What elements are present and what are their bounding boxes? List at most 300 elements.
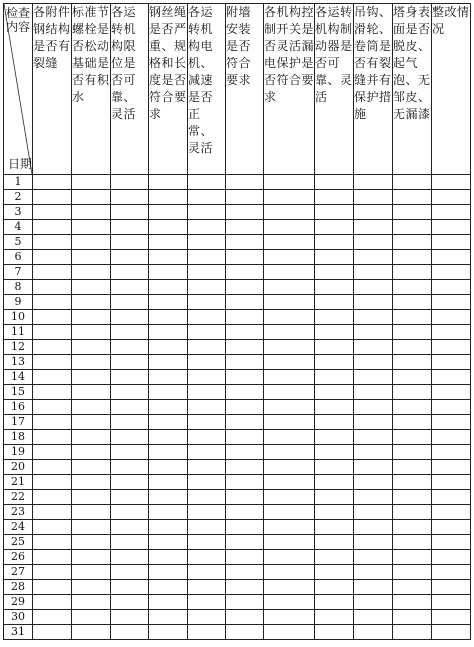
check-cell[interactable] [188, 400, 226, 415]
check-cell[interactable] [393, 625, 432, 640]
check-cell[interactable] [33, 595, 72, 610]
check-cell[interactable] [393, 250, 432, 265]
check-cell[interactable] [264, 400, 315, 415]
check-cell[interactable] [111, 340, 149, 355]
check-cell[interactable] [354, 340, 393, 355]
check-cell[interactable] [111, 595, 149, 610]
check-cell[interactable] [354, 490, 393, 505]
check-cell[interactable] [111, 460, 149, 475]
check-cell[interactable] [432, 205, 471, 220]
check-cell[interactable] [432, 325, 471, 340]
check-cell[interactable] [33, 460, 72, 475]
check-cell[interactable] [393, 490, 432, 505]
check-cell[interactable] [72, 430, 111, 445]
check-cell[interactable] [226, 505, 264, 520]
check-cell[interactable] [393, 175, 432, 190]
check-cell[interactable] [188, 595, 226, 610]
check-cell[interactable] [432, 460, 471, 475]
check-cell[interactable] [72, 550, 111, 565]
check-cell[interactable] [264, 415, 315, 430]
check-cell[interactable] [72, 445, 111, 460]
check-cell[interactable] [111, 550, 149, 565]
check-cell[interactable] [315, 190, 354, 205]
check-cell[interactable] [393, 265, 432, 280]
check-cell[interactable] [226, 580, 264, 595]
check-cell[interactable] [264, 505, 315, 520]
check-cell[interactable] [72, 340, 111, 355]
check-cell[interactable] [111, 295, 149, 310]
check-cell[interactable] [111, 310, 149, 325]
check-cell[interactable] [188, 520, 226, 535]
check-cell[interactable] [264, 445, 315, 460]
check-cell[interactable] [188, 535, 226, 550]
check-cell[interactable] [33, 415, 72, 430]
check-cell[interactable] [264, 190, 315, 205]
check-cell[interactable] [188, 175, 226, 190]
check-cell[interactable] [432, 610, 471, 625]
check-cell[interactable] [149, 340, 188, 355]
check-cell[interactable] [111, 175, 149, 190]
check-cell[interactable] [354, 280, 393, 295]
check-cell[interactable] [315, 580, 354, 595]
check-cell[interactable] [315, 625, 354, 640]
check-cell[interactable] [188, 205, 226, 220]
check-cell[interactable] [226, 190, 264, 205]
check-cell[interactable] [149, 355, 188, 370]
check-cell[interactable] [33, 370, 72, 385]
check-cell[interactable] [393, 520, 432, 535]
check-cell[interactable] [72, 175, 111, 190]
check-cell[interactable] [432, 520, 471, 535]
check-cell[interactable] [72, 400, 111, 415]
check-cell[interactable] [72, 535, 111, 550]
check-cell[interactable] [432, 595, 471, 610]
check-cell[interactable] [111, 580, 149, 595]
check-cell[interactable] [432, 220, 471, 235]
check-cell[interactable] [72, 385, 111, 400]
check-cell[interactable] [393, 400, 432, 415]
check-cell[interactable] [393, 235, 432, 250]
check-cell[interactable] [111, 205, 149, 220]
check-cell[interactable] [188, 340, 226, 355]
check-cell[interactable] [226, 235, 264, 250]
check-cell[interactable] [149, 310, 188, 325]
check-cell[interactable] [72, 520, 111, 535]
check-cell[interactable] [264, 250, 315, 265]
check-cell[interactable] [432, 295, 471, 310]
check-cell[interactable] [264, 565, 315, 580]
check-cell[interactable] [226, 340, 264, 355]
check-cell[interactable] [149, 580, 188, 595]
check-cell[interactable] [33, 580, 72, 595]
check-cell[interactable] [111, 400, 149, 415]
check-cell[interactable] [188, 580, 226, 595]
check-cell[interactable] [33, 220, 72, 235]
check-cell[interactable] [264, 580, 315, 595]
check-cell[interactable] [188, 370, 226, 385]
check-cell[interactable] [432, 565, 471, 580]
check-cell[interactable] [149, 235, 188, 250]
check-cell[interactable] [354, 565, 393, 580]
check-cell[interactable] [393, 550, 432, 565]
check-cell[interactable] [226, 460, 264, 475]
check-cell[interactable] [315, 400, 354, 415]
check-cell[interactable] [226, 250, 264, 265]
check-cell[interactable] [264, 430, 315, 445]
check-cell[interactable] [393, 340, 432, 355]
check-cell[interactable] [354, 610, 393, 625]
check-cell[interactable] [188, 625, 226, 640]
check-cell[interactable] [264, 340, 315, 355]
check-cell[interactable] [33, 610, 72, 625]
check-cell[interactable] [315, 310, 354, 325]
check-cell[interactable] [188, 295, 226, 310]
check-cell[interactable] [33, 445, 72, 460]
check-cell[interactable] [72, 295, 111, 310]
check-cell[interactable] [393, 565, 432, 580]
check-cell[interactable] [226, 475, 264, 490]
check-cell[interactable] [432, 175, 471, 190]
check-cell[interactable] [315, 415, 354, 430]
check-cell[interactable] [354, 430, 393, 445]
check-cell[interactable] [226, 610, 264, 625]
check-cell[interactable] [264, 460, 315, 475]
check-cell[interactable] [432, 625, 471, 640]
check-cell[interactable] [264, 520, 315, 535]
check-cell[interactable] [188, 280, 226, 295]
check-cell[interactable] [354, 355, 393, 370]
check-cell[interactable] [264, 595, 315, 610]
check-cell[interactable] [432, 580, 471, 595]
check-cell[interactable] [149, 190, 188, 205]
check-cell[interactable] [226, 445, 264, 460]
check-cell[interactable] [354, 505, 393, 520]
check-cell[interactable] [33, 340, 72, 355]
check-cell[interactable] [149, 220, 188, 235]
check-cell[interactable] [33, 400, 72, 415]
check-cell[interactable] [33, 625, 72, 640]
check-cell[interactable] [393, 415, 432, 430]
check-cell[interactable] [33, 490, 72, 505]
check-cell[interactable] [33, 520, 72, 535]
check-cell[interactable] [188, 610, 226, 625]
check-cell[interactable] [264, 310, 315, 325]
check-cell[interactable] [149, 625, 188, 640]
check-cell[interactable] [72, 265, 111, 280]
check-cell[interactable] [111, 490, 149, 505]
check-cell[interactable] [33, 565, 72, 580]
check-cell[interactable] [354, 235, 393, 250]
check-cell[interactable] [315, 355, 354, 370]
check-cell[interactable] [188, 430, 226, 445]
check-cell[interactable] [264, 325, 315, 340]
check-cell[interactable] [315, 475, 354, 490]
check-cell[interactable] [432, 415, 471, 430]
check-cell[interactable] [432, 475, 471, 490]
check-cell[interactable] [226, 220, 264, 235]
check-cell[interactable] [188, 355, 226, 370]
check-cell[interactable] [393, 220, 432, 235]
check-cell[interactable] [354, 370, 393, 385]
check-cell[interactable] [111, 625, 149, 640]
check-cell[interactable] [72, 490, 111, 505]
check-cell[interactable] [432, 445, 471, 460]
check-cell[interactable] [72, 625, 111, 640]
check-cell[interactable] [149, 445, 188, 460]
check-cell[interactable] [226, 370, 264, 385]
check-cell[interactable] [188, 385, 226, 400]
check-cell[interactable] [226, 280, 264, 295]
check-cell[interactable] [188, 220, 226, 235]
check-cell[interactable] [188, 415, 226, 430]
check-cell[interactable] [393, 445, 432, 460]
check-cell[interactable] [393, 190, 432, 205]
check-cell[interactable] [111, 505, 149, 520]
check-cell[interactable] [315, 520, 354, 535]
check-cell[interactable] [72, 595, 111, 610]
check-cell[interactable] [432, 430, 471, 445]
check-cell[interactable] [111, 445, 149, 460]
check-cell[interactable] [315, 220, 354, 235]
check-cell[interactable] [315, 490, 354, 505]
check-cell[interactable] [149, 595, 188, 610]
check-cell[interactable] [264, 475, 315, 490]
check-cell[interactable] [354, 265, 393, 280]
check-cell[interactable] [33, 475, 72, 490]
check-cell[interactable] [111, 325, 149, 340]
check-cell[interactable] [149, 175, 188, 190]
check-cell[interactable] [354, 175, 393, 190]
check-cell[interactable] [188, 475, 226, 490]
check-cell[interactable] [72, 310, 111, 325]
check-cell[interactable] [72, 250, 111, 265]
check-cell[interactable] [393, 460, 432, 475]
check-cell[interactable] [33, 550, 72, 565]
check-cell[interactable] [264, 220, 315, 235]
check-cell[interactable] [72, 220, 111, 235]
check-cell[interactable] [33, 505, 72, 520]
check-cell[interactable] [226, 205, 264, 220]
check-cell[interactable] [315, 325, 354, 340]
check-cell[interactable] [315, 295, 354, 310]
check-cell[interactable] [432, 535, 471, 550]
check-cell[interactable] [33, 325, 72, 340]
check-cell[interactable] [111, 190, 149, 205]
check-cell[interactable] [393, 505, 432, 520]
check-cell[interactable] [149, 415, 188, 430]
check-cell[interactable] [315, 565, 354, 580]
check-cell[interactable] [264, 280, 315, 295]
check-cell[interactable] [111, 565, 149, 580]
check-cell[interactable] [33, 250, 72, 265]
check-cell[interactable] [354, 550, 393, 565]
check-cell[interactable] [354, 295, 393, 310]
check-cell[interactable] [149, 520, 188, 535]
check-cell[interactable] [111, 475, 149, 490]
check-cell[interactable] [393, 280, 432, 295]
check-cell[interactable] [354, 190, 393, 205]
check-cell[interactable] [111, 280, 149, 295]
check-cell[interactable] [226, 415, 264, 430]
check-cell[interactable] [354, 520, 393, 535]
check-cell[interactable] [432, 190, 471, 205]
check-cell[interactable] [264, 550, 315, 565]
check-cell[interactable] [315, 430, 354, 445]
check-cell[interactable] [149, 505, 188, 520]
check-cell[interactable] [33, 235, 72, 250]
check-cell[interactable] [72, 235, 111, 250]
check-cell[interactable] [72, 370, 111, 385]
check-cell[interactable] [149, 490, 188, 505]
check-cell[interactable] [111, 385, 149, 400]
check-cell[interactable] [188, 460, 226, 475]
check-cell[interactable] [354, 460, 393, 475]
check-cell[interactable] [432, 490, 471, 505]
check-cell[interactable] [226, 355, 264, 370]
check-cell[interactable] [188, 190, 226, 205]
check-cell[interactable] [393, 370, 432, 385]
check-cell[interactable] [393, 430, 432, 445]
check-cell[interactable] [111, 415, 149, 430]
check-cell[interactable] [354, 535, 393, 550]
check-cell[interactable] [264, 490, 315, 505]
check-cell[interactable] [188, 565, 226, 580]
check-cell[interactable] [149, 475, 188, 490]
check-cell[interactable] [226, 490, 264, 505]
check-cell[interactable] [393, 580, 432, 595]
check-cell[interactable] [315, 505, 354, 520]
check-cell[interactable] [149, 550, 188, 565]
check-cell[interactable] [72, 505, 111, 520]
check-cell[interactable] [72, 325, 111, 340]
check-cell[interactable] [149, 400, 188, 415]
check-cell[interactable] [315, 250, 354, 265]
check-cell[interactable] [72, 460, 111, 475]
check-cell[interactable] [315, 385, 354, 400]
check-cell[interactable] [33, 295, 72, 310]
check-cell[interactable] [188, 310, 226, 325]
check-cell[interactable] [315, 610, 354, 625]
check-cell[interactable] [264, 235, 315, 250]
check-cell[interactable] [432, 235, 471, 250]
check-cell[interactable] [432, 505, 471, 520]
check-cell[interactable] [264, 385, 315, 400]
check-cell[interactable] [111, 235, 149, 250]
check-cell[interactable] [149, 535, 188, 550]
check-cell[interactable] [111, 220, 149, 235]
check-cell[interactable] [72, 280, 111, 295]
check-cell[interactable] [149, 295, 188, 310]
check-cell[interactable] [354, 625, 393, 640]
check-cell[interactable] [111, 520, 149, 535]
check-cell[interactable] [111, 610, 149, 625]
check-cell[interactable] [188, 445, 226, 460]
check-cell[interactable] [315, 205, 354, 220]
check-cell[interactable] [432, 280, 471, 295]
check-cell[interactable] [226, 550, 264, 565]
check-cell[interactable] [149, 430, 188, 445]
check-cell[interactable] [33, 175, 72, 190]
check-cell[interactable] [111, 430, 149, 445]
check-cell[interactable] [393, 205, 432, 220]
check-cell[interactable] [393, 595, 432, 610]
check-cell[interactable] [315, 235, 354, 250]
check-cell[interactable] [72, 190, 111, 205]
check-cell[interactable] [226, 310, 264, 325]
check-cell[interactable] [149, 385, 188, 400]
check-cell[interactable] [393, 385, 432, 400]
check-cell[interactable] [111, 370, 149, 385]
check-cell[interactable] [432, 250, 471, 265]
check-cell[interactable] [264, 610, 315, 625]
check-cell[interactable] [354, 595, 393, 610]
check-cell[interactable] [264, 295, 315, 310]
check-cell[interactable] [432, 265, 471, 280]
check-cell[interactable] [315, 445, 354, 460]
check-cell[interactable] [33, 265, 72, 280]
check-cell[interactable] [226, 535, 264, 550]
check-cell[interactable] [264, 265, 315, 280]
check-cell[interactable] [149, 565, 188, 580]
check-cell[interactable] [264, 205, 315, 220]
check-cell[interactable] [354, 220, 393, 235]
check-cell[interactable] [149, 610, 188, 625]
check-cell[interactable] [315, 265, 354, 280]
check-cell[interactable] [393, 610, 432, 625]
check-cell[interactable] [33, 310, 72, 325]
check-cell[interactable] [393, 325, 432, 340]
check-cell[interactable] [226, 265, 264, 280]
check-cell[interactable] [33, 190, 72, 205]
check-cell[interactable] [226, 565, 264, 580]
check-cell[interactable] [354, 250, 393, 265]
check-cell[interactable] [72, 205, 111, 220]
check-cell[interactable] [111, 250, 149, 265]
check-cell[interactable] [226, 295, 264, 310]
check-cell[interactable] [354, 385, 393, 400]
check-cell[interactable] [264, 625, 315, 640]
check-cell[interactable] [72, 475, 111, 490]
check-cell[interactable] [354, 475, 393, 490]
check-cell[interactable] [72, 580, 111, 595]
check-cell[interactable] [432, 310, 471, 325]
check-cell[interactable] [432, 370, 471, 385]
check-cell[interactable] [226, 625, 264, 640]
check-cell[interactable] [393, 475, 432, 490]
check-cell[interactable] [354, 325, 393, 340]
check-cell[interactable] [188, 550, 226, 565]
check-cell[interactable] [33, 205, 72, 220]
check-cell[interactable] [354, 415, 393, 430]
check-cell[interactable] [72, 565, 111, 580]
check-cell[interactable] [315, 175, 354, 190]
check-cell[interactable] [111, 535, 149, 550]
check-cell[interactable] [393, 535, 432, 550]
check-cell[interactable] [264, 535, 315, 550]
check-cell[interactable] [149, 205, 188, 220]
check-cell[interactable] [432, 340, 471, 355]
check-cell[interactable] [354, 205, 393, 220]
check-cell[interactable] [188, 490, 226, 505]
check-cell[interactable] [315, 370, 354, 385]
check-cell[interactable] [432, 355, 471, 370]
check-cell[interactable] [188, 325, 226, 340]
check-cell[interactable] [149, 370, 188, 385]
check-cell[interactable] [264, 370, 315, 385]
check-cell[interactable] [354, 445, 393, 460]
check-cell[interactable] [315, 535, 354, 550]
check-cell[interactable] [354, 310, 393, 325]
